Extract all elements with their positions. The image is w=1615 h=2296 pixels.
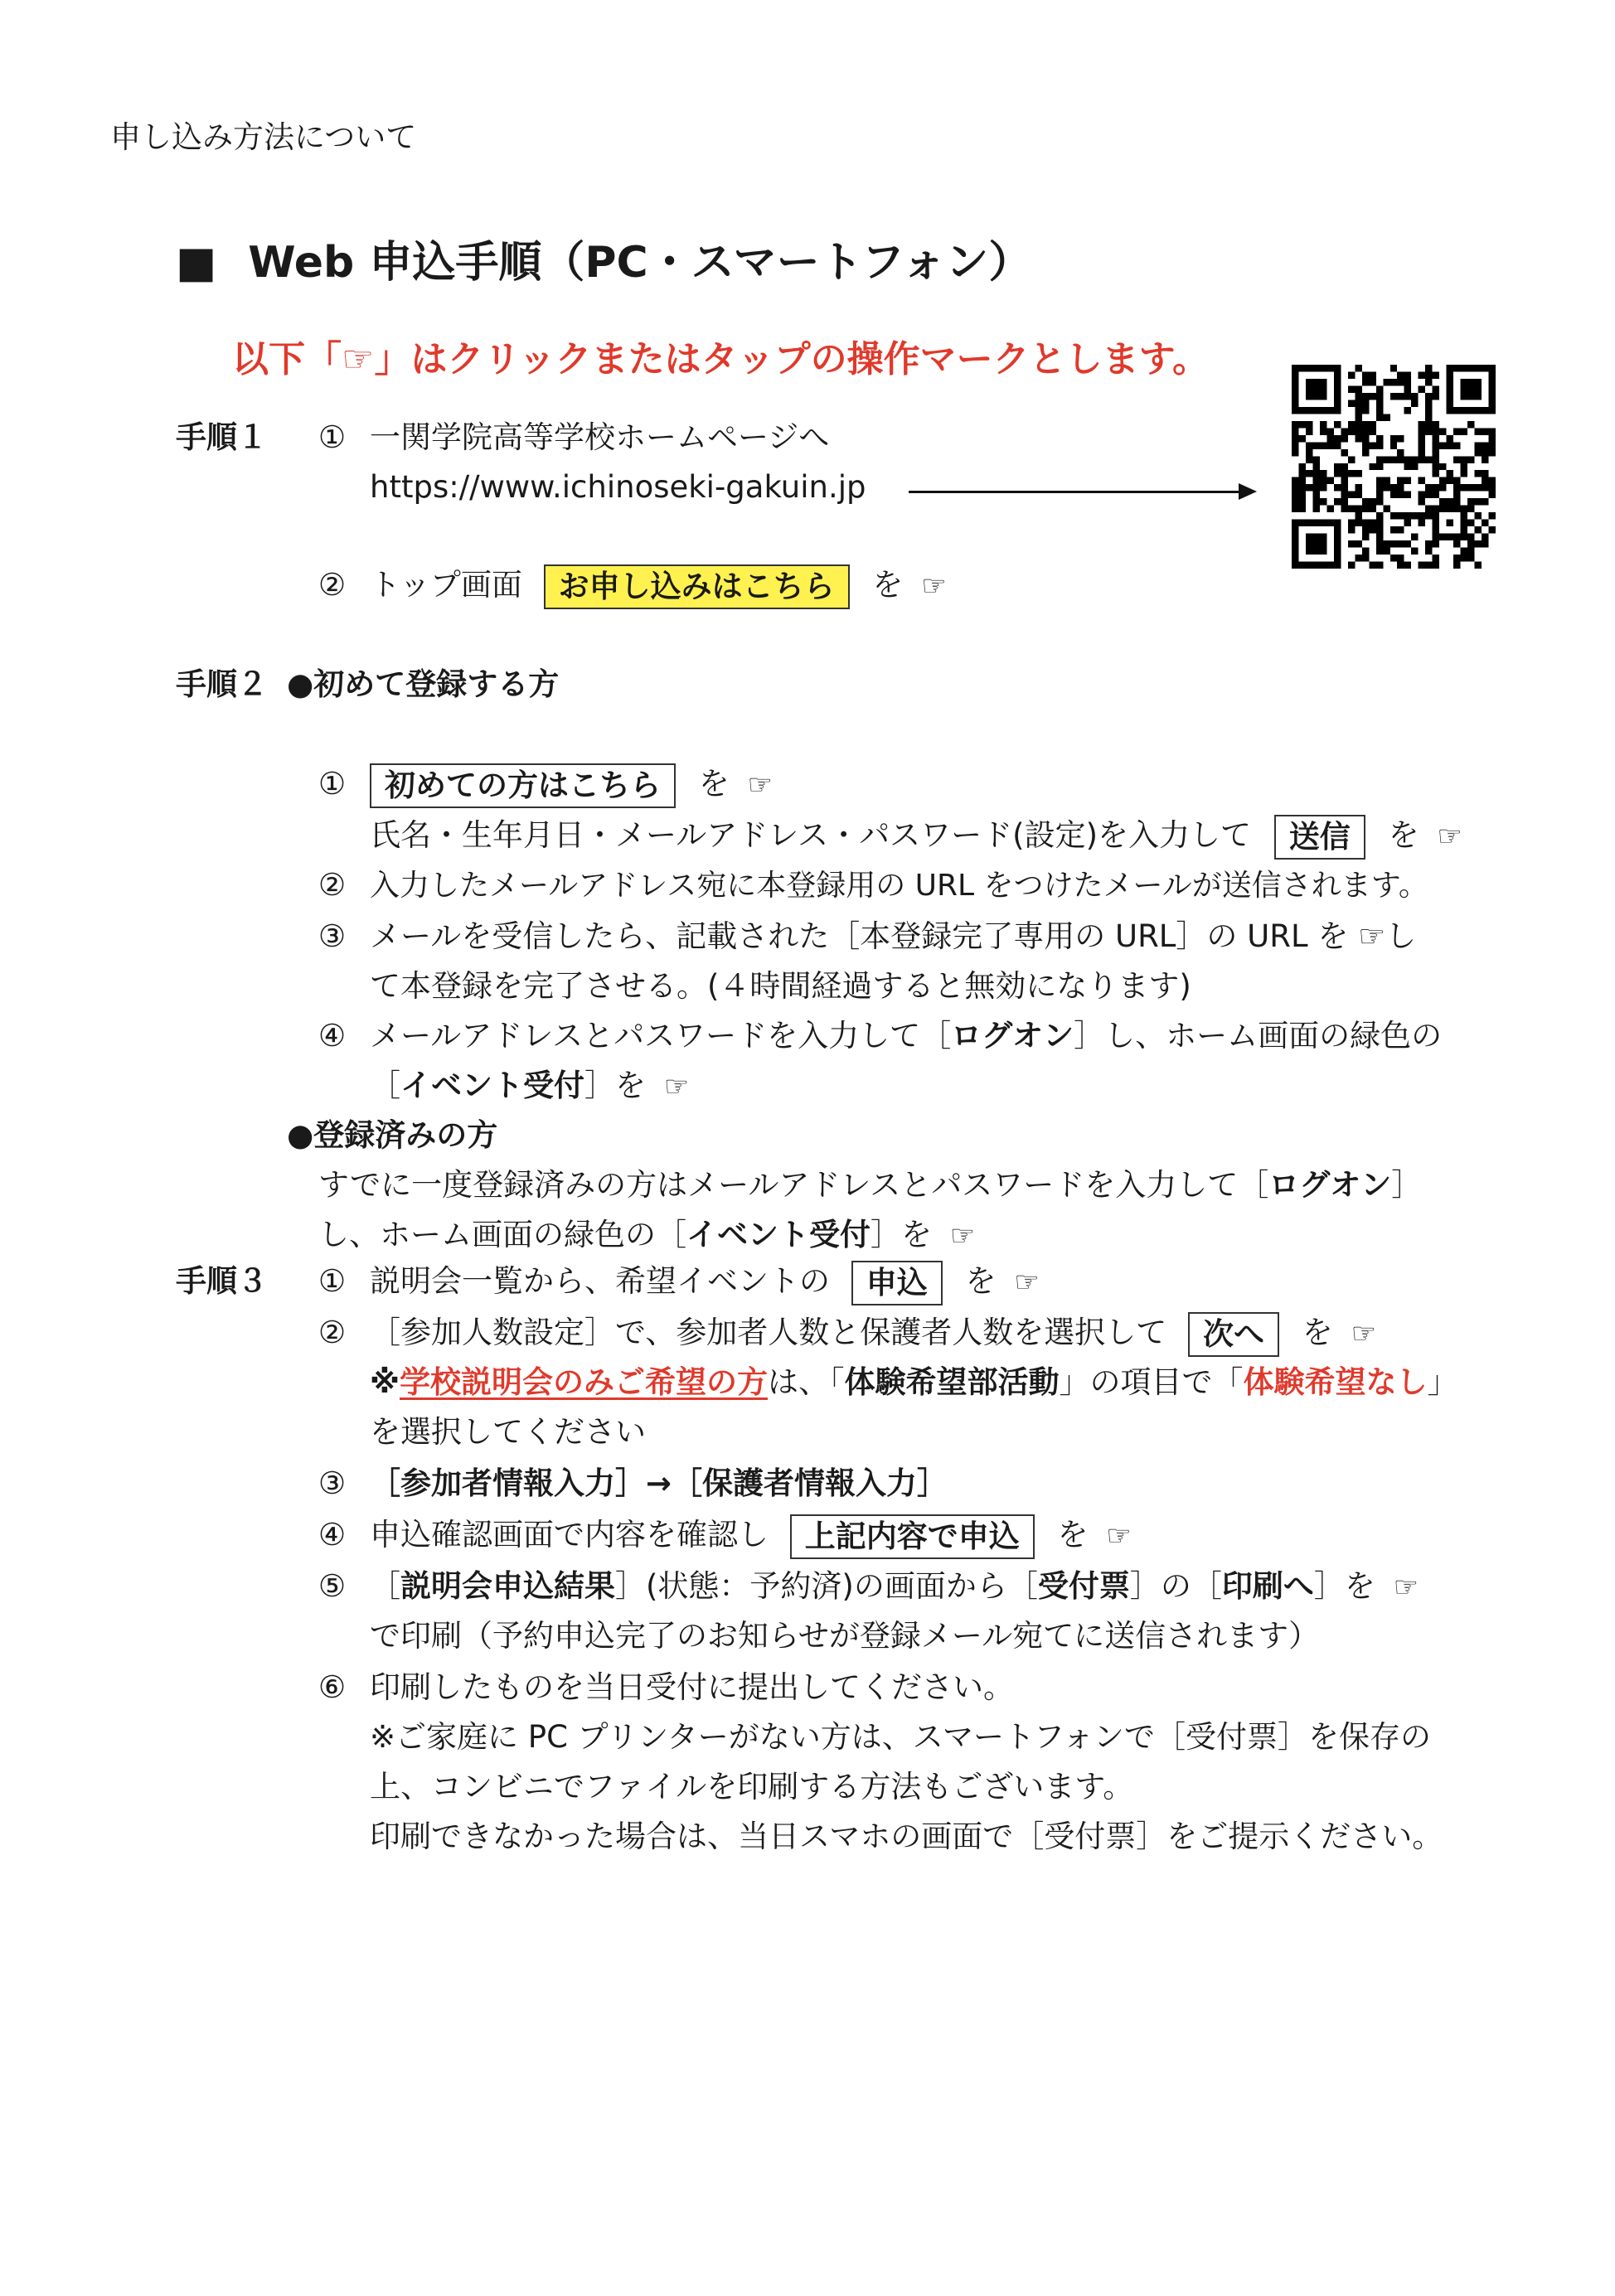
step2-item1 (318, 763, 773, 808)
step2-item3-line2: て本登録を完了させる。(４時間経過すると無効になります) (370, 968, 1191, 1004)
step2-item4-num: ④ (318, 1018, 347, 1054)
step3-item4-pre: 申込確認画面で内容を確認し (370, 1517, 769, 1552)
registered-line2-a: し、ホーム画面の緑色の［ (318, 1217, 686, 1252)
registered-line1-a: すでに一度登録済みの方はメールアドレスとパスワードを入力して［ (318, 1167, 1269, 1203)
hand-pointer-icon: ☞ (1351, 1317, 1377, 1350)
step3-item2 (318, 1311, 1376, 1357)
step2-label: 手順２ (176, 666, 268, 702)
arrow-right-icon (1239, 483, 1257, 500)
arrow-line (909, 491, 1240, 493)
step3-item6-num: ⑥ (318, 1669, 347, 1705)
step3-item6-line3: 上、コンビニでファイルを印刷する方法もございます。 (370, 1769, 1134, 1804)
event-reception-label: イベント受付 (400, 1068, 584, 1103)
hand-pointer-icon: ☞ (1437, 820, 1462, 853)
logon-label: ログオン (951, 1018, 1074, 1054)
step2-item1b-post: を (1388, 817, 1419, 853)
note-red2-text: 体験希望なし (1243, 1364, 1428, 1400)
step3-item2-num: ② (318, 1315, 347, 1350)
step2-item3 (318, 915, 1416, 958)
step3-item4 (318, 1514, 1132, 1559)
step3-item1-num: ① (318, 1263, 347, 1299)
notice-text: 以下「☞」はクリックまたはタップの操作マークとします。 (232, 338, 1210, 380)
header-text: 申し込み方法について (110, 119, 417, 155)
s5-g: ］を (1313, 1568, 1375, 1604)
next-button[interactable]: 次へ (1188, 1312, 1279, 1357)
hand-pointer-icon: ☞ (747, 768, 774, 802)
application-result-label: 説明会申込結果 (400, 1568, 615, 1604)
registered-line2 (318, 1213, 975, 1257)
hand-pointer-icon: ☞ (663, 1070, 690, 1103)
apply-button[interactable]: 申込 (851, 1261, 943, 1305)
step3-item1 (318, 1260, 1040, 1305)
title-text: Web 申込手順（PC・スマートフォン） (248, 238, 1032, 288)
step1-item1 (318, 416, 829, 459)
step2-item2 (318, 864, 1428, 908)
step3-item6-line2: ※ご家庭に PC プリンターがない方は、スマートフォンで［受付票］を保存の (370, 1719, 1432, 1755)
step2-item4-line2-post: ］を (584, 1068, 646, 1103)
step3-item3-num: ③ (318, 1465, 347, 1501)
step1-item2-num: ② (318, 567, 347, 603)
first-time-button[interactable]: 初めての方はこちら (370, 763, 676, 808)
step3-item2-note (370, 1361, 1457, 1404)
note-mid1: は、「 (767, 1364, 845, 1400)
step3-label: 手順３ (176, 1263, 268, 1299)
step3-item6-line4: 印刷できなかった場合は、当日スマホの画面で［受付票］をご提示ください。 (370, 1819, 1443, 1854)
apply-here-button[interactable]: お申し込みはこちら (544, 564, 850, 609)
send-button[interactable]: 送信 (1274, 815, 1365, 860)
qr-code-icon[interactable] (1292, 365, 1496, 569)
registered-line1 (318, 1164, 1422, 1207)
step2-item4-line2 (370, 1064, 689, 1108)
step3-item4-num: ④ (318, 1517, 347, 1552)
step3-item6-line1: 印刷したものを当日受付に提出してください。 (370, 1669, 1014, 1705)
step2-item3-line1: メールを受信したら、記載された［本登録完了専用の URL］の URL を ☞し (370, 918, 1417, 954)
hand-pointer-icon: ☞ (949, 1219, 976, 1252)
step3-item2-pre: ［参加人数設定］で、参加者人数と保護者人数を選択して (370, 1315, 1167, 1350)
event-reception-label: イベント受付 (686, 1217, 871, 1252)
step1-item2-pre: トップ画面 (370, 567, 522, 603)
step3-item6 (318, 1666, 1014, 1709)
step2-item1-num: ① (318, 766, 347, 802)
note-red-text: 学校説明会のみご希望の方 (399, 1364, 768, 1400)
step2-item1b-pre: 氏名・生年月日・メールアドレス・パスワード(設定)を入力して (370, 817, 1252, 853)
to-print-label: 印刷へ (1221, 1568, 1314, 1604)
step3-item1-pre: 説明会一覧から、希望イベントの (370, 1263, 830, 1299)
hand-pointer-icon: ☞ (1106, 1519, 1132, 1552)
first-time-heading: ●初めて登録する方 (287, 666, 560, 702)
step2-item4 (318, 1015, 1442, 1058)
step2-item3-num: ③ (318, 918, 347, 954)
step1-item1-text: 一関学院高等学校ホームページへ (370, 419, 830, 455)
step1-label: 手順１ (176, 419, 268, 455)
s5-c: ］(状態：予約済)の画面から［ (615, 1568, 1038, 1604)
hand-pointer-icon: ☞ (921, 569, 947, 603)
step3-item5-line2: で印刷（予約申込完了のお知らせが登録メール宛てに送信されます） (370, 1618, 1320, 1654)
step2-item2-num: ② (318, 867, 347, 903)
note-mark: ※ (370, 1364, 400, 1400)
logon-label: ログオン (1268, 1167, 1392, 1203)
step3-item3 (318, 1462, 948, 1505)
ticket-label: 受付票 (1037, 1568, 1130, 1604)
bracket-open: ［ (370, 1068, 400, 1103)
title-square: ■ (176, 238, 217, 288)
hand-pointer-icon: ☞ (1014, 1266, 1040, 1299)
step2-item2-text: 入力したメールアドレス宛に本登録用の URL をつけたメールが送信されます。 (370, 869, 1428, 903)
s5-a: ［ (370, 1568, 400, 1604)
step3-item4-post: を (1057, 1517, 1089, 1552)
step1-item2-post: を (872, 567, 904, 603)
page-title (176, 234, 1031, 292)
s5-e: ］の［ (1129, 1568, 1222, 1604)
hand-pointer-icon: ☞ (1393, 1571, 1419, 1604)
step3-item2-note-line2: を選択してください (370, 1414, 646, 1450)
registered-heading: ●登録済みの方 (287, 1117, 498, 1153)
step2-item1b (370, 814, 1462, 860)
step3-item5-num: ⑤ (318, 1568, 347, 1604)
step2-item4-text-a: メールアドレスとパスワードを入力して［ (370, 1018, 952, 1054)
step3-item3-text: ［参加者情報入力］→［保護者情報入力］ (370, 1465, 948, 1501)
homepage-url-link[interactable]: https://www.ichinoseki-gakuin.jp (370, 469, 866, 505)
registered-line1-c: ］ (1391, 1167, 1423, 1203)
registered-line2-c: ］を (871, 1217, 932, 1252)
step3-item2-post: を (1302, 1315, 1333, 1350)
step3-item5 (318, 1565, 1419, 1609)
step2-item1-post: を (698, 766, 730, 802)
step2-item4-text-c: ］し、ホーム画面の緑色の (1074, 1018, 1443, 1054)
submit-above-button[interactable]: 上記内容で申込 (790, 1514, 1035, 1559)
note-end: 」 (1427, 1364, 1458, 1400)
note-mid2: 」の項目で「 (1059, 1364, 1244, 1400)
note-bold-text: 体験希望部活動 (844, 1364, 1060, 1400)
step1-item1-num: ① (318, 419, 347, 455)
step3-item1-post: を (965, 1263, 997, 1299)
step1-item2 (318, 564, 947, 609)
